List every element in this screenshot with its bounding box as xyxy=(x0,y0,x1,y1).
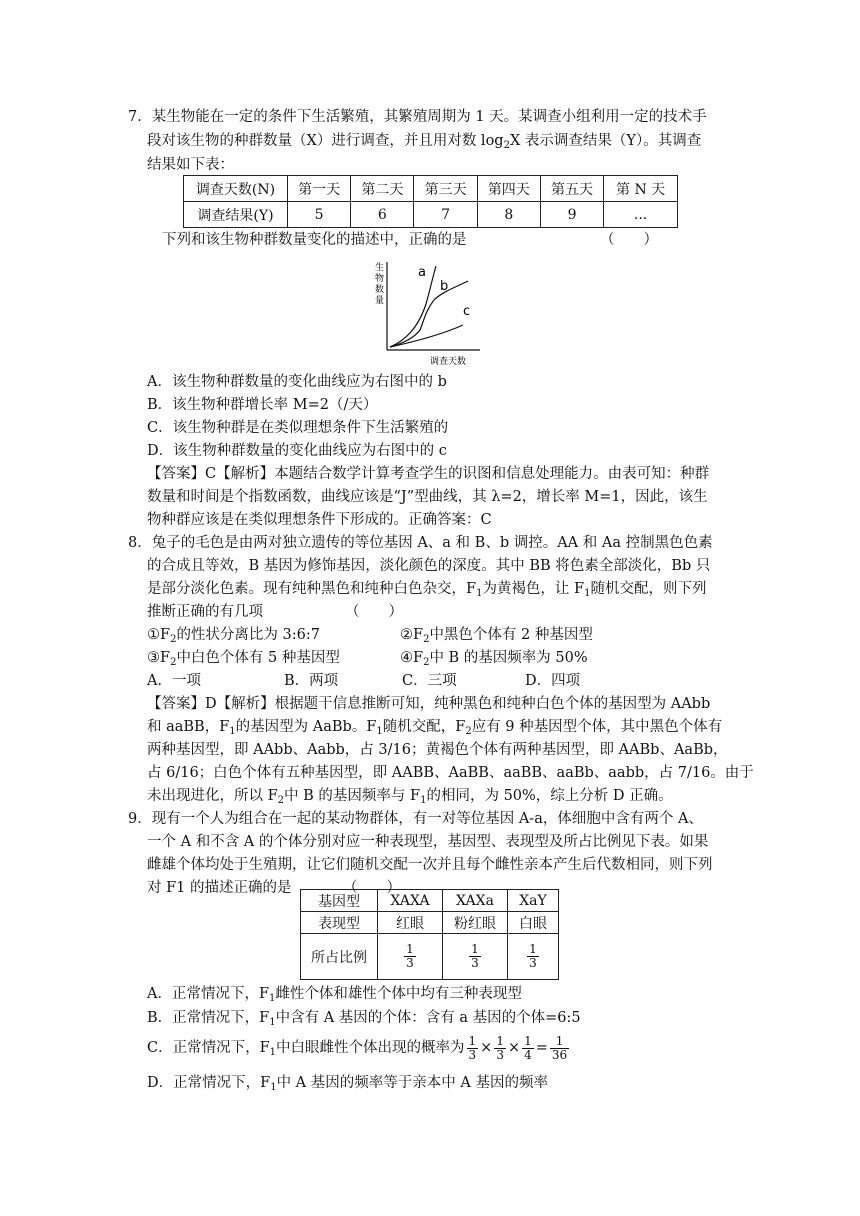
table-cell: XAXa xyxy=(443,890,508,912)
table-cell: 第 N 天 xyxy=(604,176,678,202)
y-axis-label-char: 数 xyxy=(375,285,385,295)
table-cell xyxy=(508,934,559,980)
answer-paren: （ ） xyxy=(600,232,658,248)
curve-a-label: a xyxy=(418,265,426,280)
q7-line-1: 7．某生物能在一定的条件下生活繁殖，其繁殖周期为 1 天。某调查小组利用一定的技术手 xyxy=(128,109,707,125)
table-cell: 6 xyxy=(351,202,414,228)
table-cell xyxy=(443,934,508,980)
q7-line-3: 结果如下表： xyxy=(147,157,234,173)
q8-answer-4: 占 6/16；白色个体有五种基因型，即 AABB、AaBB、aaBB、aaBb、aabb，占 7/16。由于 xyxy=(147,765,754,781)
fraction: $\frac{1}{3}$ xyxy=(529,942,537,970)
fraction: $\frac{1}{3}$ xyxy=(471,942,479,970)
x-axis-label: 调查天数 xyxy=(430,357,467,366)
q7-option-d: D．该生物种群数量的变化曲线应为右图中的 c xyxy=(147,443,447,459)
table-cell: 8 xyxy=(477,202,540,228)
q8-answer-2: 和 aaBB，$F_1$的基因型为 AaBb。$F_1$随机交配，$F_2$应有 9 种基因型个体，其中黑色个体有 xyxy=(147,719,723,737)
q7-survey-table xyxy=(183,175,678,228)
table-cell: XaY xyxy=(508,890,559,912)
table-cell: 第一天 xyxy=(288,176,351,202)
q8-option-c: C．三项 xyxy=(402,673,457,689)
q9-line-2: 一个 A 和不含 A 的个体分别对应一种表现型，基因型、表现型及所占比例见下表。如果 xyxy=(147,834,709,850)
table-cell: 5 xyxy=(288,202,351,228)
fraction: $\frac{1}{3}$ xyxy=(496,1033,504,1062)
q8-option-a: A．一项 xyxy=(147,673,201,689)
table-cell: 表现型 xyxy=(301,912,378,934)
q8-option-d: D．四项 xyxy=(525,673,581,689)
table-cell: 第四天 xyxy=(477,176,540,202)
answer-paren: （ ） xyxy=(345,604,403,620)
table-cell: 红眼 xyxy=(378,912,443,934)
table-cell: 基因型 xyxy=(301,890,378,912)
fraction: $\frac{1}{4}$ xyxy=(524,1033,532,1062)
q7-answer-2: 数量和时间是个指数函数，曲线应该是“J”型曲线，其 λ=2，增长率 M=1，因此，该生 xyxy=(147,489,708,505)
table-cell: 所占比例 xyxy=(301,934,378,980)
table-cell: 第二天 xyxy=(351,176,414,202)
q9-option-d: D．正常情况下，$F_1$中 A 基因的频率等于亲本中 A 基因的频率 xyxy=(147,1075,548,1093)
q8-answer-3: 两种基因型，即 AAbb、Aabb，占 3/16；黄褐色个体有两种基因型，即 AABb、AaBb， xyxy=(147,742,728,758)
q7-line-2: 段对该生物的种群数量（X）进行调查，并且用对数 $\log_2X$ 表示调查结果（Y）。其调查 xyxy=(147,133,702,151)
q7-stem: 下列和该生物种群数量变化的描述中，正确的是 xyxy=(162,232,467,248)
q9-option-b: B．正常情况下，$F_1$中含有 A 基因的个体：含有 a 基因的个体=6:5 xyxy=(147,1010,581,1028)
fraction: $\frac{1}{3}$ xyxy=(406,942,414,970)
table-cell: 调查天数(N) xyxy=(184,176,288,202)
q9-option-a: A．正常情况下，$F_1$雌性个体和雄性个体中均有三种表现型 xyxy=(147,986,522,1004)
table-cell: 7 xyxy=(414,202,477,228)
q7-option-c: C．该生物种群是在类似理想条件下生活繁殖的 xyxy=(147,420,449,436)
q7-answer-3: 物种群应该是在类似理想条件下形成的。正确答案：C xyxy=(147,512,492,528)
q9-line-3: 雌雄个体均处于生殖期，让它们随机交配一次并且每个雌性亲本产生后代数相同，则下列 xyxy=(147,857,713,873)
q7-option-a: A．该生物种群数量的变化曲线应为右图中的 b xyxy=(147,374,447,390)
curve-b-label: b xyxy=(440,279,449,294)
table-cell: 白眼 xyxy=(508,912,559,934)
population-growth-graph xyxy=(368,254,488,366)
table-cell: ... xyxy=(604,202,678,228)
q8-line-3: 是部分淡化色素。现有纯种黑色和纯种白色杂交，$F_1$为黄褐色，让 $F_1$随机交配，则下列 xyxy=(147,581,707,599)
q8-answer-5: 未出现进化，所以 $F_2$中 B 的基因频率与 $F_1$的相同，为 50%，综上分析 D 正确。 xyxy=(147,788,673,806)
q8-statement-2: $②F_2$中黑色个体有 2 种基因型 xyxy=(400,627,593,645)
y-axis-label-char: 物 xyxy=(375,274,385,284)
y-axis-label-char: 量 xyxy=(375,296,385,306)
y-axis-label-char: 生 xyxy=(375,263,385,273)
q8-statement-1: $①F_2$的性状分离比为 3:6:7 xyxy=(147,627,320,645)
q8-line-2: 的合成且等效，B 基因为修饰基因，淡化颜色的深度。其中 BB 将色素全部淡化，Bb 只 xyxy=(147,558,711,574)
table-cell: 第五天 xyxy=(540,176,603,202)
q8-line-4: 推断正确的有几项 xyxy=(147,604,263,620)
q9-genotype-table xyxy=(300,889,559,980)
q8-statement-4: $④F_2$中 B 的基因频率为 50% xyxy=(400,650,588,668)
table-cell: XAXA xyxy=(378,890,443,912)
curve-c-label: c xyxy=(463,304,471,319)
table-cell: 9 xyxy=(540,202,603,228)
table-cell: 第三天 xyxy=(414,176,477,202)
q9-line-1: 9．现有一个人为组合在一起的某动物群体，有一对等位基因 A-a，体细胞中含有两个 A、 xyxy=(128,811,703,827)
answer-paren: （ ） xyxy=(343,880,401,896)
fraction: $\frac{1}{3}$ xyxy=(468,1033,477,1062)
q8-statement-3: $③F_2$中白色个体有 5 种基因型 xyxy=(147,650,340,668)
table-cell: 粉红眼 xyxy=(443,912,508,934)
q8-option-b: B．两项 xyxy=(284,673,339,689)
q9-option-c: C．正常情况下，$F_1$中白眼雌性个体出现的概率为 $\frac{1}{3}$ × $\frac{1}{3}$ × $\frac{1}{4}$ = $\frac{1}{36}$ xyxy=(147,1033,568,1062)
q7-option-b: B．该生物种群增长率 M=2（/天） xyxy=(147,397,378,413)
q9-line-4: 对 F1 的描述正确的是 xyxy=(147,880,292,896)
q8-line-1: 8．兔子的毛色是由两对独立遗传的等位基因 A、a 和 B、b 调控。AA 和 Aa 控制黑色色素 xyxy=(128,535,713,551)
q7-answer-1: 【答案】C【解析】本题结合数学计算考查学生的识图和信息处理能力。由表可知：种群 xyxy=(147,466,710,482)
table-cell xyxy=(378,934,443,980)
fraction: $\frac{1}{36}$ xyxy=(551,1033,568,1062)
q8-answer-1: 【答案】D【解析】根据题干信息推断可知，纯种黑色和纯种白色个体的基因型为 AAbb xyxy=(147,696,711,712)
table-cell: 调查结果(Y) xyxy=(184,202,288,228)
